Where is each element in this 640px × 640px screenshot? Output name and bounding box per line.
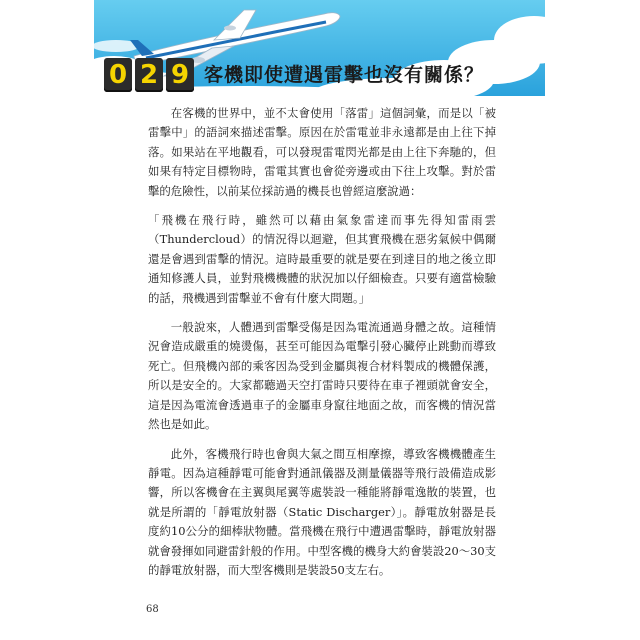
chapter-digit: 0 bbox=[104, 58, 132, 92]
paragraph: 一般說來，人體遇到雷擊受傷是因為電流通過身體之故。這種情況會造成嚴重的燒燙傷，甚至可能因為電擊引發心臟停止跳動而導致死亡。但飛機內部的乘客因為受到金屬與複合材料製成的機體保護，所以是安全的。大家都聽過天空打雷時只要待在車子裡頭就會安全，這是因為電流會透過車子的金屬車身竄往地面之故，而客機的情況當然也是如此。 bbox=[148, 320, 496, 432]
chapter-title: 客機即使遭遇雷擊也沒有關係？ bbox=[204, 64, 485, 86]
paragraph: 在客機的世界中，並不太會使用「落雷」這個詞彙，而是以「被雷擊中」的語詞來描述雷擊。原因在於雷電並非永遠都是由上往下掉落。如果站在平地觀看，可以發現雷電閃光都是由上往下奔馳的，但如果有特定目標物時，雷電其實也會從旁邊或由下往上攻擊。對於雷擊的危險性，以前某位採訪過的機長也曾經這麼說過： bbox=[148, 106, 496, 198]
chapter-digit: 9 bbox=[166, 58, 194, 92]
chapter-number-badge bbox=[104, 58, 194, 92]
chapter-digit: 2 bbox=[135, 58, 163, 92]
page-number: 68 bbox=[146, 604, 159, 615]
quote-paragraph: 「飛機在飛行時，雖然可以藉由氣象雷達而事先得知雷雨雲（Thundercloud）的情況得以迴避，但其實飛機在惡劣氣候中偶爾還是會遇到雷擊的情況。這時最重要的就是要在到達目的地之後立即通知修護人員，並對飛機機體的狀況加以仔細檢查。只要有適當檢驗的話，飛機遇到雷擊並不會有什麼大問題。」 bbox=[148, 213, 496, 305]
paragraph: 此外，客機飛行時也會與大氣之間互相摩擦，導致客機機體產生靜電。因為這種靜電可能會對通訊儀器及測量儀器等飛行設備造成影響，所以客機會在主翼與尾翼等處裝設一種能將靜電逸散的裝置，也就是所謂的「靜電放射器（Static Discharger）」。靜電放射器是長度約10公分的細棒狀物體。當飛機在飛行中遭遇雷擊時，靜電放射器就會發揮如同避雷針般的作用。中型客機的機身大約會裝設20～30支的靜電放射器，而大型客機則是裝設50支左右。 bbox=[148, 446, 496, 577]
article-body bbox=[148, 104, 496, 590]
